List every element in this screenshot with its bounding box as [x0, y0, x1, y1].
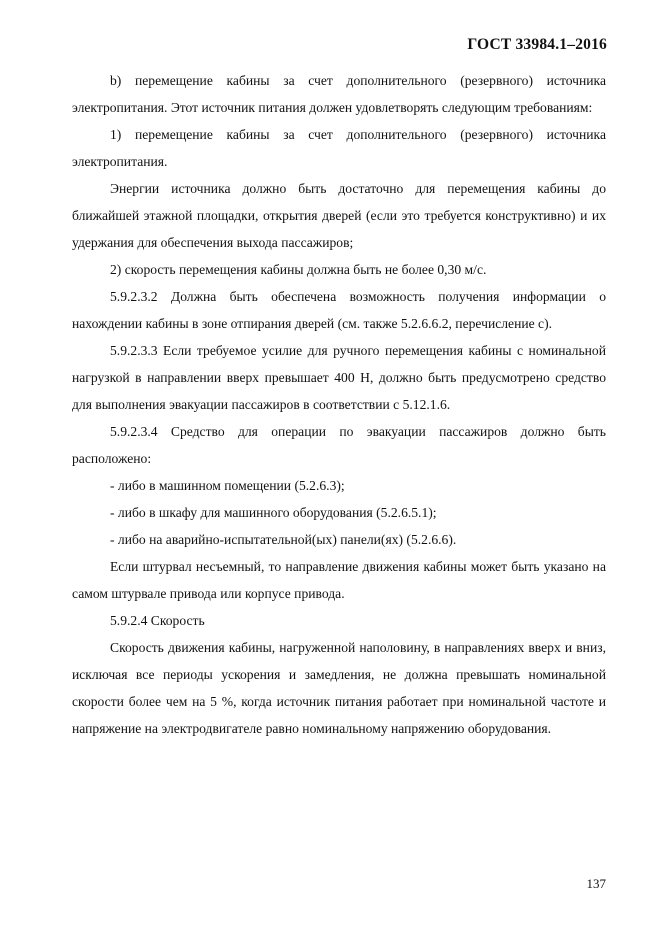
- paragraph: 5.9.2.3.3 Если требуемое усилие для ручного перемещения кабины с номинальной нагрузкой в направлении вверх превышает 400 Н, должно быть предусмотрено средство для выполнения эвакуации пассажиров в соответствии с 5.12.1.6.: [72, 343, 606, 412]
- standard-header: ГОСТ 33984.1–2016: [467, 36, 607, 53]
- page-number: 137: [586, 876, 606, 891]
- list-item: - либо в машинном помещении (5.2.6.3);: [110, 478, 345, 493]
- paragraph: 1) перемещение кабины за счет дополнительного (резервного) источника электропитания.: [72, 127, 606, 169]
- list-item: - либо в шкафу для машинного оборудования (5.2.6.5.1);: [110, 505, 437, 520]
- paragraph: 5.9.2.3.2 Должна быть обеспечена возможность получения информации о нахождении кабины в зоне отпирания дверей (см. также 5.2.6.6.2, перечисление с).: [72, 289, 606, 331]
- paragraph: b) перемещение кабины за счет дополнительного (резервного) источника электропитания. Этот источник питания должен удовлетворять следующим требованиям:: [72, 73, 606, 115]
- document-body: [72, 67, 606, 742]
- paragraph: Энергии источника должно быть достаточно для перемещения кабины до ближайшей этажной площадки, открытия дверей (если это требуется конструктивно) и их удержания для обеспечения выхода пассажиров;: [72, 181, 606, 250]
- paragraph: 5.9.2.3.4 Средство для операции по эвакуации пассажиров должно быть расположено:: [72, 424, 606, 466]
- paragraph: Скорость движения кабины, нагруженной наполовину, в направлениях вверх и вниз, исключая все периоды ускорения и замедления, не должна превышать номинальной скорости более чем на 5 %, когда источник питания работает при номинальной частоте и напряжение на электродвигателе равно номинальному напряжению оборудования.: [72, 640, 606, 736]
- list-item: - либо на аварийно-испытательной(ых) панели(ях) (5.2.6.6).: [110, 532, 457, 547]
- section-heading: 5.9.2.4 Скорость: [110, 613, 205, 628]
- paragraph: Если штурвал несъемный, то направление движения кабины может быть указано на самом штурвале привода или корпусе привода.: [72, 559, 606, 601]
- paragraph: 2) скорость перемещения кабины должна быть не более 0,30 м/с.: [110, 262, 487, 277]
